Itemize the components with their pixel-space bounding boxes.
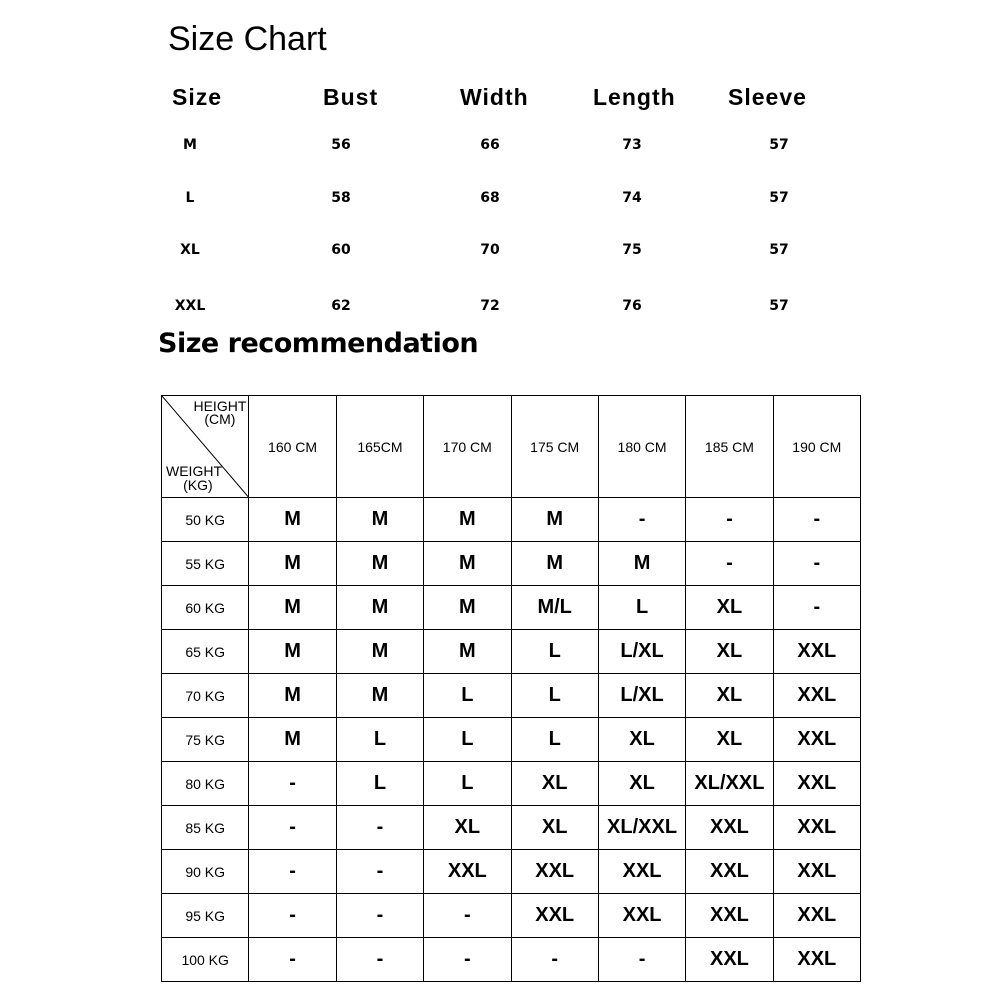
- size-cell: -: [598, 498, 685, 542]
- size-cell: -: [336, 806, 423, 850]
- size-chart-cell: 56: [331, 137, 351, 153]
- size-cell: M: [336, 542, 423, 586]
- size-cell: -: [511, 938, 598, 982]
- height-header: 185 CM: [686, 396, 773, 498]
- size-cell: XL: [598, 718, 685, 762]
- size-cell: XXL: [773, 894, 860, 938]
- size-cell: M: [336, 498, 423, 542]
- weight-cell: 80 KG: [162, 762, 249, 806]
- table-row: [162, 762, 861, 806]
- size-chart-cell: L: [185, 190, 195, 206]
- size-cell: -: [249, 938, 336, 982]
- height-header: 160 CM: [249, 396, 336, 498]
- weight-cell: 100 KG: [162, 938, 249, 982]
- size-chart-cell: 58: [331, 190, 351, 206]
- size-recommendation-title: Size recommendation: [158, 328, 479, 359]
- height-axis-label: [193, 400, 246, 426]
- size-cell: -: [773, 498, 860, 542]
- size-cell: XXL: [598, 894, 685, 938]
- size-cell: XL: [424, 806, 511, 850]
- size-chart-cell: 57: [769, 242, 789, 258]
- size-cell: -: [424, 894, 511, 938]
- size-cell: -: [424, 938, 511, 982]
- size-cell: L: [511, 630, 598, 674]
- size-cell: M: [249, 542, 336, 586]
- weight-cell: 75 KG: [162, 718, 249, 762]
- size-chart-header: Width: [460, 84, 529, 110]
- table-row: [162, 498, 861, 542]
- size-chart-cell: 74: [622, 190, 642, 206]
- size-chart-cell: 60: [331, 242, 351, 258]
- size-cell: -: [773, 586, 860, 630]
- table-row: [162, 894, 861, 938]
- size-cell: -: [598, 938, 685, 982]
- corner-cell: [162, 396, 249, 498]
- size-cell: XL: [511, 806, 598, 850]
- size-cell: L: [511, 674, 598, 718]
- size-cell: -: [249, 894, 336, 938]
- weight-label: WEIGHT: [166, 463, 222, 479]
- size-cell: L: [424, 718, 511, 762]
- size-cell: XL: [598, 762, 685, 806]
- weight-cell: 90 KG: [162, 850, 249, 894]
- size-cell: XXL: [686, 894, 773, 938]
- size-chart-cell: 62: [331, 298, 351, 314]
- size-cell: XL: [511, 762, 598, 806]
- height-header: 170 CM: [424, 396, 511, 498]
- height-header: 180 CM: [598, 396, 685, 498]
- size-cell: -: [336, 894, 423, 938]
- size-cell: M: [249, 586, 336, 630]
- table-row: [162, 806, 861, 850]
- size-cell: M: [511, 542, 598, 586]
- size-chart-header: Size: [172, 84, 223, 110]
- size-cell: -: [686, 542, 773, 586]
- weight-cell: 60 KG: [162, 586, 249, 630]
- table-header-row: [162, 396, 861, 498]
- size-cell: XL: [686, 630, 773, 674]
- size-cell: L/XL: [598, 630, 685, 674]
- size-cell: XL/XXL: [598, 806, 685, 850]
- size-cell: M: [249, 718, 336, 762]
- table-row: [162, 674, 861, 718]
- table-row: [162, 718, 861, 762]
- table-row: [162, 542, 861, 586]
- size-chart-title: Size Chart: [168, 20, 327, 58]
- size-cell: XXL: [773, 718, 860, 762]
- size-cell: L: [598, 586, 685, 630]
- size-cell: M: [424, 586, 511, 630]
- size-chart-cell: 57: [769, 298, 789, 314]
- size-cell: XXL: [686, 806, 773, 850]
- size-cell: XXL: [773, 762, 860, 806]
- size-cell: L: [336, 762, 423, 806]
- size-recommendation-table: [161, 395, 861, 982]
- height-header: 190 CM: [773, 396, 860, 498]
- size-cell: -: [686, 498, 773, 542]
- size-cell: M: [249, 498, 336, 542]
- size-chart-cell: XXL: [174, 298, 206, 314]
- size-cell: -: [249, 850, 336, 894]
- size-cell: -: [249, 762, 336, 806]
- size-chart-header: Sleeve: [728, 84, 807, 110]
- height-header: 175 CM: [511, 396, 598, 498]
- size-cell: M: [249, 630, 336, 674]
- size-cell: L: [511, 718, 598, 762]
- size-cell: XL: [686, 674, 773, 718]
- size-cell: XXL: [773, 630, 860, 674]
- size-cell: L: [424, 674, 511, 718]
- size-chart-cell: M: [183, 137, 197, 153]
- size-cell: XXL: [424, 850, 511, 894]
- height-label: HEIGHT: [193, 398, 247, 414]
- weight-cell: 70 KG: [162, 674, 249, 718]
- size-cell: XXL: [773, 850, 860, 894]
- weight-cell: 85 KG: [162, 806, 249, 850]
- size-cell: M: [424, 498, 511, 542]
- size-cell: XXL: [598, 850, 685, 894]
- weight-cell: 55 KG: [162, 542, 249, 586]
- size-chart-cell: 73: [622, 137, 642, 153]
- size-chart-cell: 68: [480, 190, 500, 206]
- size-chart-cell: 57: [769, 190, 789, 206]
- size-cell: M: [598, 542, 685, 586]
- size-cell: XXL: [686, 850, 773, 894]
- size-chart-cell: 70: [480, 242, 500, 258]
- size-cell: XXL: [773, 938, 860, 982]
- size-cell: M: [249, 674, 336, 718]
- size-cell: XXL: [511, 850, 598, 894]
- weight-axis-label: [166, 464, 222, 492]
- size-chart-cell: 76: [622, 298, 642, 314]
- table-row: [162, 850, 861, 894]
- table-row: [162, 586, 861, 630]
- size-chart-cell: 72: [480, 298, 500, 314]
- weight-cell: 50 KG: [162, 498, 249, 542]
- weight-cell: 65 KG: [162, 630, 249, 674]
- table-row: [162, 630, 861, 674]
- size-cell: M: [424, 630, 511, 674]
- size-cell: XXL: [686, 938, 773, 982]
- size-cell: M: [511, 498, 598, 542]
- size-chart-cell: 66: [480, 137, 500, 153]
- height-header: 165CM: [336, 396, 423, 498]
- weight-unit: (KG): [183, 477, 213, 493]
- size-chart-cell: 75: [622, 242, 642, 258]
- size-chart-header: Length: [593, 84, 676, 110]
- size-cell: XL: [686, 586, 773, 630]
- size-cell: M: [424, 542, 511, 586]
- size-chart-header: Bust: [323, 84, 379, 110]
- size-chart-cell: 57: [769, 137, 789, 153]
- weight-cell: 95 KG: [162, 894, 249, 938]
- size-cell: M: [336, 630, 423, 674]
- size-cell: M: [336, 586, 423, 630]
- size-cell: L: [336, 718, 423, 762]
- size-cell: M/L: [511, 586, 598, 630]
- size-cell: XL: [686, 718, 773, 762]
- size-cell: XXL: [773, 806, 860, 850]
- size-cell: L/XL: [598, 674, 685, 718]
- size-cell: -: [336, 938, 423, 982]
- size-cell: -: [336, 850, 423, 894]
- size-cell: XL/XXL: [686, 762, 773, 806]
- size-cell: XXL: [773, 674, 860, 718]
- size-chart-cell: XL: [180, 242, 200, 258]
- size-cell: L: [424, 762, 511, 806]
- height-unit: (CM): [204, 411, 236, 427]
- size-cell: M: [336, 674, 423, 718]
- size-cell: -: [773, 542, 860, 586]
- size-cell: XXL: [511, 894, 598, 938]
- table-row: [162, 938, 861, 982]
- size-cell: -: [249, 806, 336, 850]
